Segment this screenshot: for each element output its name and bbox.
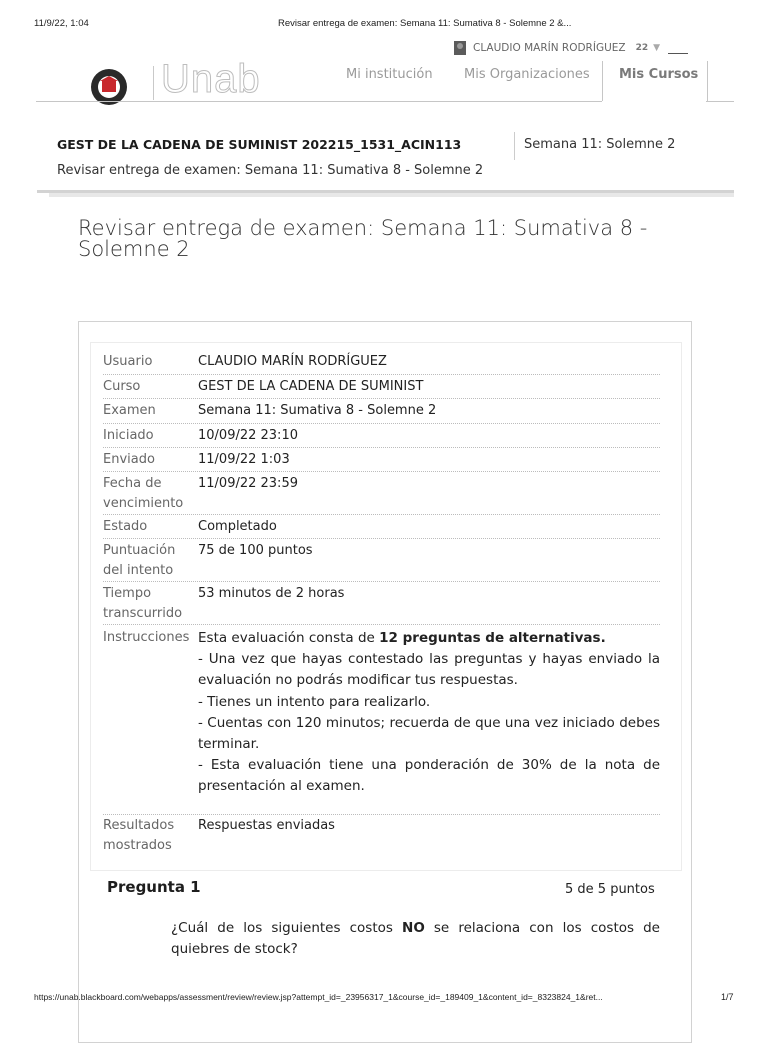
tab-mis-organizaciones[interactable]: Mis Organizaciones [464, 67, 590, 82]
print-date: 11/9/22, 1:04 [34, 18, 89, 29]
detail-row-tiempo [103, 584, 660, 625]
instructions-intro-bold: 12 preguntas de alternativas. [379, 630, 606, 646]
user-menu[interactable] [454, 41, 688, 55]
detail-value: 11/09/22 23:59 [198, 476, 298, 491]
detail-value: GEST DE LA CADENA DE SUMINIST [198, 379, 424, 394]
print-title: Revisar entrega de examen: Semana 11: Sumativa 8 - Solemne 2 &... [278, 18, 572, 29]
detail-value: 75 de 100 puntos [198, 543, 313, 558]
breadcrumb-separator [514, 132, 515, 160]
header-shadow [49, 193, 734, 197]
print-url: https://unab.blackboard.com/webapps/assessment/review/review.jsp?attempt_id=_23956317_1&course_id=_189409_1&content_id=_8323824_1&ret... [34, 992, 603, 1002]
instructions-line: - Tienes un intento para realizarlo. [198, 693, 431, 710]
detail-label: Iniciado [103, 428, 154, 443]
question-points: 5 de 5 puntos [565, 882, 655, 897]
notification-badge[interactable]: 22 [635, 43, 649, 53]
detail-row-estado [103, 517, 660, 539]
detail-value: 11/09/22 1:03 [198, 452, 290, 467]
question-text [171, 918, 660, 960]
tab-mi-institucion[interactable]: Mi institución [346, 67, 433, 82]
logo-divider [153, 66, 154, 100]
detail-value: Completado [198, 519, 277, 534]
nav-divider-right [706, 101, 734, 102]
detail-value: Respuestas enviadas [198, 818, 335, 833]
detail-row-iniciado [103, 426, 660, 448]
avatar [454, 41, 466, 55]
detail-label: Tiempo transcurrido [103, 586, 183, 621]
breadcrumb-folder[interactable]: Semana 11: Solemne 2 [524, 137, 676, 152]
unab-logo-icon[interactable] [91, 69, 127, 105]
detail-row-usuario [103, 352, 660, 375]
question-text-bold: NO [402, 920, 425, 936]
instructions-text [198, 628, 660, 798]
instructions-line: - Una vez que hayas contestado las preguntas y hayas enviado la evaluación no podrás modificar tus respuestas. [198, 651, 660, 689]
detail-label: Enviado [103, 452, 155, 467]
detail-row-vencimiento [103, 474, 660, 515]
detail-row-enviado [103, 450, 660, 472]
detail-value: CLAUDIO MARÍN RODRÍGUEZ [198, 354, 387, 369]
menu-divider [668, 43, 688, 54]
detail-row-examen [103, 401, 660, 424]
detail-label: Resultados mostrados [103, 818, 175, 853]
tab-mis-cursos[interactable]: Mis Cursos [619, 67, 699, 82]
detail-label: Curso [103, 379, 141, 394]
question-title: Pregunta 1 [107, 878, 201, 896]
detail-label: Estado [103, 519, 148, 534]
chevron-down-icon[interactable]: ▼ [653, 43, 661, 53]
breadcrumb: Revisar entrega de examen: Semana 11: Sumativa 8 - Solemne 2 [57, 163, 484, 178]
instructions-intro: Esta evaluación consta de [198, 630, 380, 646]
detail-label: Examen [103, 403, 156, 418]
question-text-part: ¿Cuál de los siguientes costos [171, 920, 403, 936]
print-page-number: 1/7 [721, 992, 734, 1002]
detail-value: 10/09/22 23:10 [198, 428, 298, 443]
detail-label: Instrucciones [103, 630, 190, 645]
detail-row-curso [103, 377, 660, 399]
question-text-part: se relaciona con los costos de quiebres de stock? [171, 920, 660, 957]
detail-row-puntuacion [103, 541, 660, 582]
detail-label: Fecha de vencimiento [103, 476, 184, 511]
detail-value: 53 minutos de 2 horas [198, 586, 345, 601]
detail-value: Semana 11: Sumativa 8 - Solemne 2 [198, 403, 437, 418]
instructions-line: - Esta evaluación tiene una ponderación de 30% de la nota de presentación al examen. [198, 757, 660, 795]
page-title: Revisar entrega de examen: Semana 11: Sumativa 8 - Solemne 2 [78, 216, 648, 261]
logo-text: Unab [161, 57, 261, 101]
user-name: CLAUDIO MARÍN RODRÍGUEZ [473, 42, 626, 54]
detail-row-resultados [103, 816, 660, 856]
instructions-line: - Cuentas con 120 minutos; recuerda de que una vez iniciado debes terminar. [198, 714, 660, 753]
course-title-link[interactable]: GEST DE LA CADENA DE SUMINIST 202215_1531_ACIN113 [57, 137, 462, 152]
nav-divider [36, 101, 602, 102]
detail-row-instrucciones [103, 628, 660, 815]
detail-label: Puntuación del intento [103, 543, 176, 578]
detail-label: Usuario [103, 354, 153, 369]
